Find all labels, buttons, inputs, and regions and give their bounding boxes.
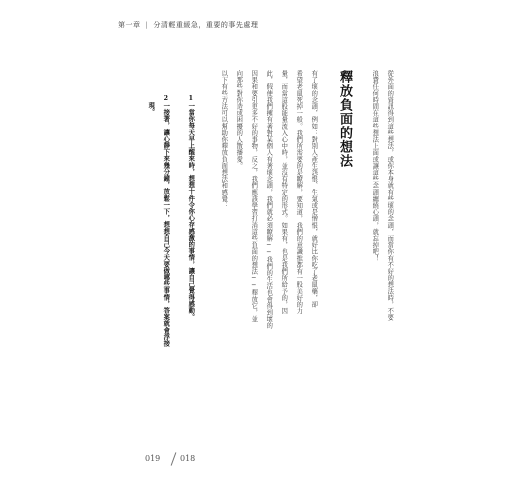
body-column-6: 向那些對你造成困擾的人散播愛。	[235, 70, 243, 169]
list-item-2-text: 一接著，讓心靜下來幾分鐘，放鬆一下，想想自己今天要做哪些事情，答案就會浮接	[162, 102, 170, 347]
body-column-3: 量，而當這股能量流入心中時，並沒有特定的形式。如果有，也是我們所給予的，因	[280, 70, 288, 315]
chapter-title: 分清輕重緩急，重要的事先處理	[153, 21, 259, 29]
list-item-2-continued: 現。	[147, 102, 155, 116]
list-item-1-number: 1	[187, 95, 195, 103]
body-column-2: 希望老鼠死掉一般。我們所需要的是瞭解，要知道，我們的意識推都有一股美好的力	[295, 70, 303, 315]
body-column-1: 有了壞的念頭，例如：對別人產生怨恨、生氣或是憎恨，就好比你吃了老鼠藥，卻	[310, 70, 318, 308]
list-item-2	[162, 95, 168, 347]
chapter-label: 第一章	[118, 21, 141, 29]
header-separator: |	[145, 21, 149, 29]
intro-column-1: 從外面的資訊得到這些想法，或你本身就有些壞的念頭，而當你有不好的想法時，不要	[386, 70, 394, 321]
page-number-left: 018	[180, 454, 196, 463]
list-item-1-text: 一當你每天早上醒來時，想想十件令你心存感激的事情，讓自己覺得感動。	[187, 102, 195, 321]
section-title: 釋放負面的想法	[337, 70, 352, 168]
running-header	[118, 20, 258, 30]
page-number-divider	[171, 452, 177, 465]
intro-column-2: 浪費任何時間在這些想法上面或讓這些念頭纏繞心頭，就忘掉吧！	[371, 70, 379, 262]
list-item-2-number: 2	[162, 95, 170, 103]
body-column-4: 此，假使我們擁有著對某個人有著壞念頭，我們就必須瞭解──我們的生活也會得到壞的	[265, 70, 273, 329]
body-column-5: 因果和要引更多不好的事物，反之，我們應該學習打消這些負面的想法──釋放它，並	[250, 70, 258, 323]
body-column-7: 以下有些方法可以幫助你釋放負面想法和感覺：	[220, 70, 228, 209]
page-number-right: 019	[145, 454, 161, 463]
list-item-1	[187, 95, 193, 320]
